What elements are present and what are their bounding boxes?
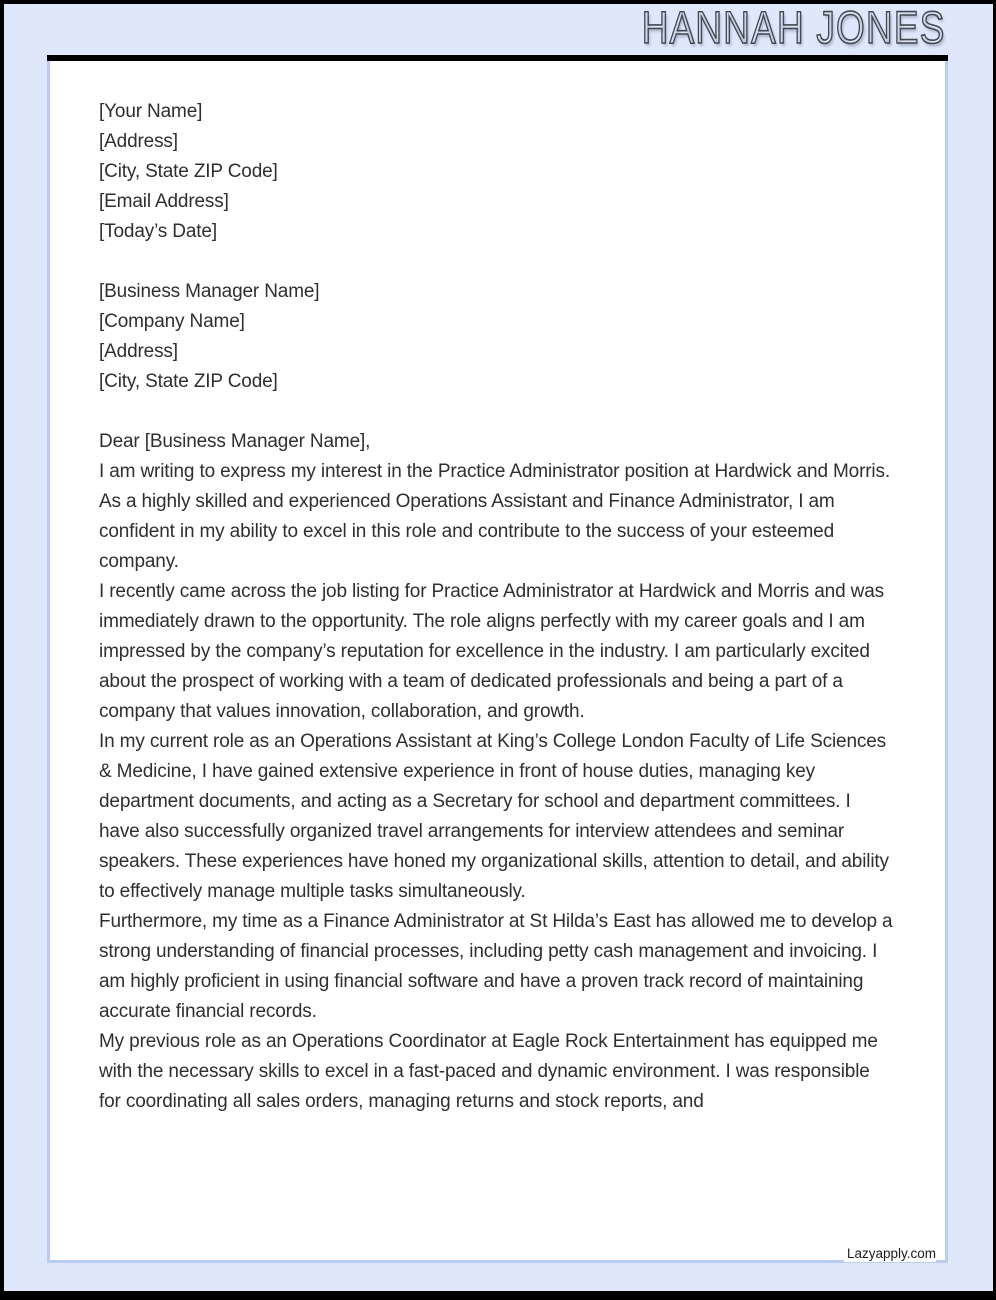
lazyapply-watermark: Lazyapply.com xyxy=(844,1246,936,1262)
sender-line: [Today’s Date] xyxy=(99,221,217,242)
sender-line: [Address] xyxy=(99,131,178,152)
page-title: HANNAH JONES xyxy=(642,2,946,53)
letter-paragraph: Furthermore, my time as a Finance Administrator at St Hilda’s East has allowed me to develop a strong understanding of financial processes, including petty cash management and invoicing. I am highly proficient in using financial software and have a proven track record of maintaining accurate financial records. xyxy=(99,911,893,1022)
header-divider xyxy=(47,55,948,61)
letter-paragraph: I am writing to express my interest in the Practice Administrator position at Hardwick and Morris. As a highly skilled and experienced Operations Assistant and Finance Administrator, I am confident in my ability to excel in this role and contribute to the success of your esteemed company. xyxy=(99,461,890,572)
letter-paragraph: I recently came across the job listing for Practice Administrator at Hardwick and Morris and was immediately drawn to the opportunity. The role aligns perfectly with my career goals and I am impressed by the company’s reputation for excellence in the industry. I am particularly excited about the prospect of working with a team of dedicated professionals and being a part of a company that values innovation, collaboration, and growth. xyxy=(99,581,884,722)
cover-letter-document xyxy=(47,61,948,1263)
recipient-address-block xyxy=(99,277,896,397)
recipient-line: [City, State ZIP Code] xyxy=(99,371,278,392)
sender-address-block xyxy=(99,97,896,247)
letter-paragraph: My previous role as an Operations Coordinator at Eagle Rock Entertainment has equipped me with the necessary skills to excel in a fast-paced and dynamic environment. I was responsible for coordinating all sales orders, managing returns and stock reports, and xyxy=(99,1031,878,1112)
recipient-line: [Company Name] xyxy=(99,311,245,332)
sender-line: [City, State ZIP Code] xyxy=(99,161,278,182)
sender-line: [Email Address] xyxy=(99,191,229,212)
letter-paragraph: In my current role as an Operations Assistant at King’s College London Faculty of Life Sciences & Medicine, I have gained extensive experience in front of house duties, managing key department documents, and acting as a Secretary for school and department committees. I have also successfully organized travel arrangements for interview attendees and seminar speakers. These experiences have honed my organizational skills, attention to detail, and ability to effectively manage multiple tasks simultaneously. xyxy=(99,731,889,902)
recipient-line: [Business Manager Name] xyxy=(99,281,320,302)
sender-line: [Your Name] xyxy=(99,101,203,122)
recipient-line: [Address] xyxy=(99,341,178,362)
salutation: Dear [Business Manager Name], xyxy=(99,431,371,452)
